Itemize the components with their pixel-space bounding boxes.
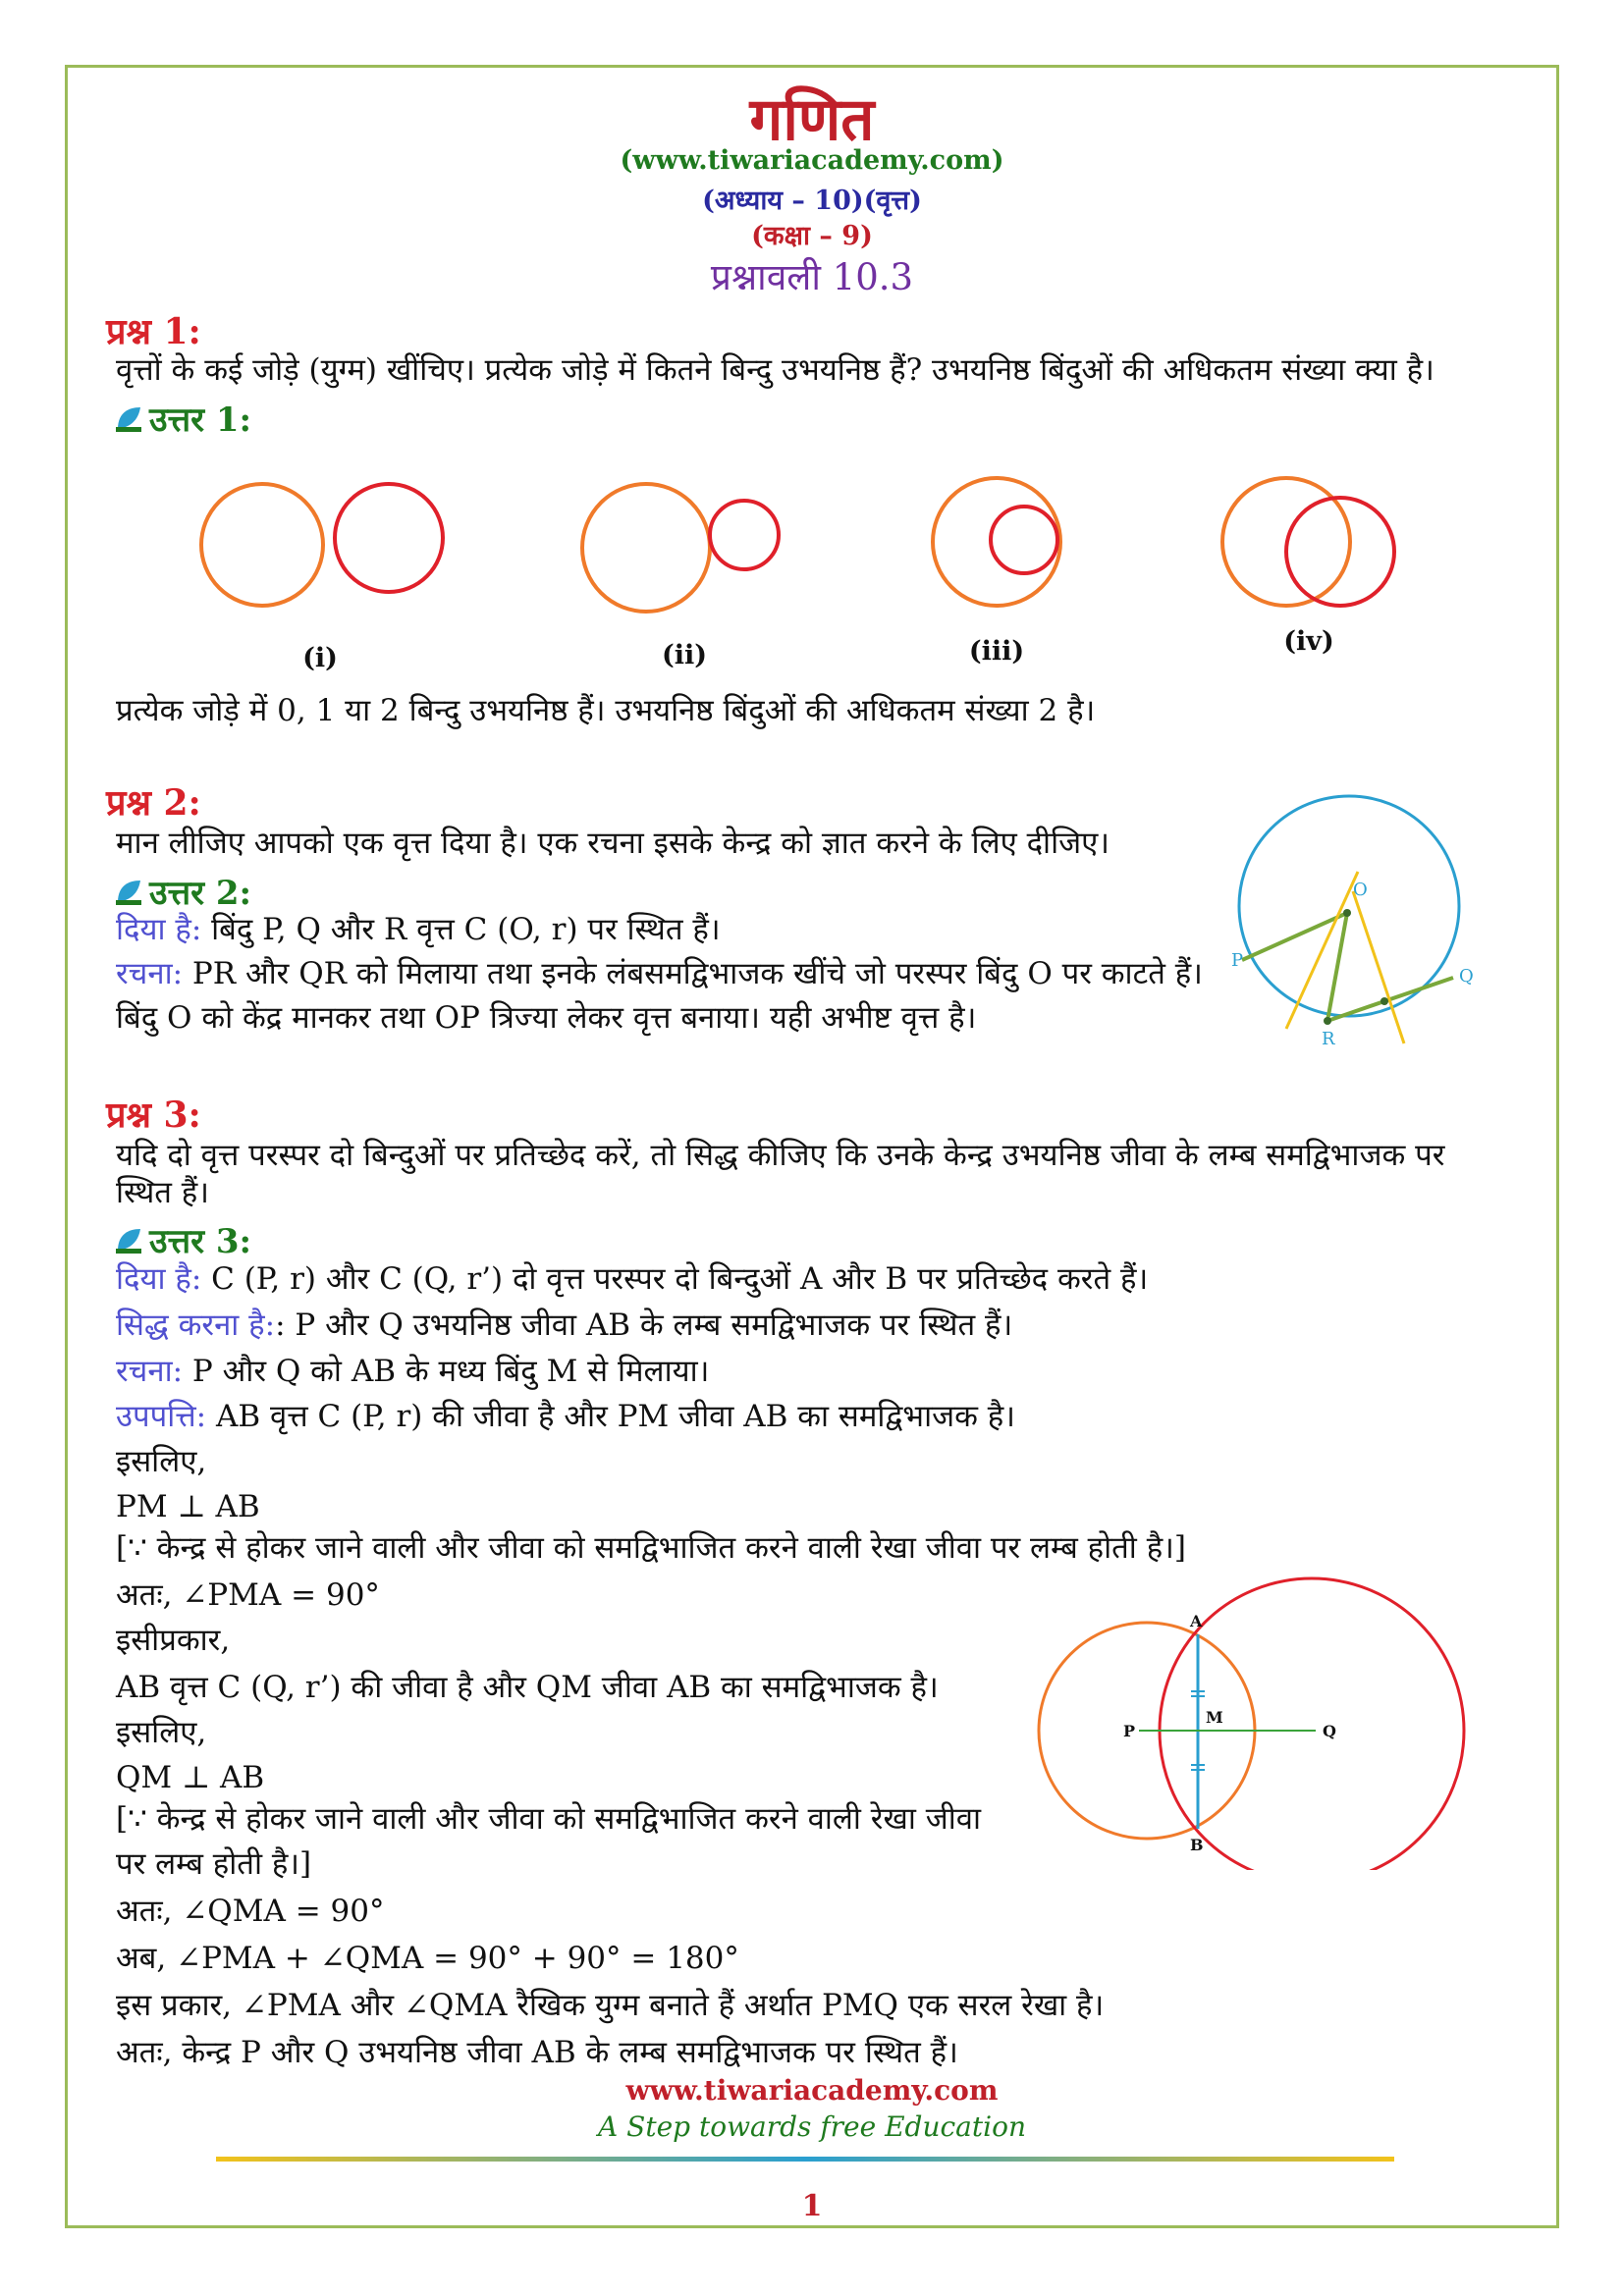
proof-line: इसलिए, <box>116 1444 207 1479</box>
proof-text: AB वृत्त C (P, r) की जीवा है और PM जीवा AB का समद्विभाजक है। <box>206 1399 1015 1434</box>
answer-2-label: उत्तर 2: <box>149 874 252 913</box>
answer-2-line3: बिंदु O को केंद्र मानकर तथा OP त्रिज्या लेकर वृत्त बनाया। यही अभीष्ट वृत्त है। <box>116 1000 977 1036</box>
leaf-logo-icon <box>114 877 143 906</box>
label-a: A <box>1190 1612 1203 1630</box>
chapter-label: (अध्याय – 10)(वृत्त) <box>702 186 922 216</box>
answer-1-text: प्रत्येक जोड़े में 0, 1 या 2 बिन्दु उभयनिष्ठ हैं। उभयनिष्ठ बिंदुओं की अधिकतम संख्या 2 है। <box>116 693 1096 728</box>
pair-ii-circle-b <box>710 501 779 569</box>
header-website: (www.tiwariacademy.com) <box>620 145 1004 176</box>
given-label: दिया है: <box>116 1261 202 1297</box>
answer-3-given <box>116 1260 1148 1299</box>
pair-ii-circle-a <box>582 484 710 612</box>
proof-line: अतः, ∠QMA = 90° <box>116 1894 385 1929</box>
footer-website[interactable]: www.tiwariacademy.com <box>625 2074 999 2107</box>
question-2-heading: प्रश्न 2: <box>106 782 201 824</box>
class-label: (कक्षा – 9) <box>751 221 873 251</box>
answer-2-heading <box>114 869 251 914</box>
question-2-text: मान लीजिए आपको एक वृत्त दिया है। एक रचना इसके केन्द्र को ज्ञात करने के लिए दीजिए। <box>116 826 1110 861</box>
proof-line: [∵ केन्द्र से होकर जाने वाली और जीवा को समद्विभाजित करने वाली रेखा जीवा <box>116 1801 982 1837</box>
leaf-logo-icon <box>114 403 143 433</box>
point-r <box>1324 1017 1331 1025</box>
question-1-text: वृत्तों के कई जोड़े (युग्म) खींचिए। प्रत्येक जोड़े में कितने बिन्दु उभयनिष्ठ हैं? उभयनिष्ठ बिंदुओं की अधिकतम संख्या क्या है। <box>116 352 1435 388</box>
proof-line: QM ⊥ AB <box>116 1760 265 1795</box>
label-p: P <box>1231 950 1244 971</box>
footer-divider <box>216 2155 1394 2164</box>
pair-iv-circle-b <box>1286 498 1394 606</box>
label-o: O <box>1353 880 1368 900</box>
label-q: Q <box>1323 1722 1336 1740</box>
proof-line: अतः, केन्द्र P और Q उभयनिष्ठ जीवा AB के लम्ब समद्विभाजक पर स्थित हैं। <box>116 2035 958 2070</box>
label-b: B <box>1190 1836 1204 1854</box>
figure-label-ii: (ii) <box>661 640 708 670</box>
proof-line: पर लम्ब होती है।] <box>116 1846 312 1882</box>
figure-label-iii: (iii) <box>968 636 1025 667</box>
given-text: बिंदु P, Q और R वृत्त C (O, r) पर स्थित हैं। <box>201 912 721 947</box>
given-label: दिया है: <box>116 912 202 947</box>
given-text: C (P, r) और C (Q, r’) दो वृत्त परस्पर दो बिन्दुओं A और B पर प्रतिच्छेद करते हैं। <box>201 1261 1149 1297</box>
point-o <box>1343 909 1351 917</box>
proof-line: AB वृत्त C (Q, r’) की जीवा है और QM जीवा AB का समद्विभाजक है। <box>116 1670 939 1705</box>
footer-tagline: A Step towards free Education <box>598 2110 1026 2143</box>
answer-3-to-prove <box>116 1307 1012 1345</box>
given-circle <box>1239 796 1459 1016</box>
construction-text: PR और QR को मिलाया तथा इनके लंबसमद्विभाजक खींचे जो परस्पर बिंदु O पर काटते हैं। <box>183 956 1203 991</box>
answer-3-label: उत्तर 3: <box>149 1222 252 1261</box>
proof-line: इसलिए, <box>116 1715 207 1750</box>
bisector-qr <box>1353 891 1404 1043</box>
proof-line: अतः, ∠PMA = 90° <box>116 1577 380 1613</box>
pair-i-circle-b <box>335 484 443 592</box>
figure-label-i: (i) <box>302 643 338 673</box>
exercise-label: प्रश्नावली 10.3 <box>710 256 914 298</box>
label-m: M <box>1206 1708 1223 1727</box>
proof-line: इस प्रकार, ∠PMA और ∠QMA रैखिक युग्म बनाते हैं अर्थात PMQ एक सरल रेखा है। <box>116 1988 1105 2023</box>
proof-label: उपपत्ति: <box>116 1399 207 1434</box>
label-r: R <box>1322 1029 1335 1049</box>
intersecting-circles-figure <box>1031 1575 1483 1870</box>
question-3-text-2: स्थित हैं। <box>116 1175 210 1210</box>
construction-text: P और Q को AB के मध्य बिंदु M से मिलाया। <box>183 1354 710 1389</box>
page-number: 1 <box>801 2189 823 2223</box>
question-3-text-1: यदि दो वृत्त परस्पर दो बिन्दुओं पर प्रतिच्छेद करें, तो सिद्ध कीजिए कि उनके केन्द्र उभयनिष्ठ जीवा के लम्ब समद्विभाजक पर <box>116 1138 1445 1173</box>
proof-line: [∵ केन्द्र से होकर जाने वाली और जीवा को समद्विभाजित करने वाली रेखा जीवा पर लम्ब होती है।] <box>116 1530 1186 1566</box>
answer-2-given <box>116 911 721 949</box>
proof-line: अब, ∠PMA + ∠QMA = 90° + 90° = 180° <box>116 1941 739 1976</box>
construction-label: रचना: <box>116 1354 184 1389</box>
prove-label: सिद्ध करना है: <box>116 1308 276 1343</box>
label-p: P <box>1123 1722 1136 1740</box>
answer-3-proof <box>116 1398 1015 1436</box>
prove-text: : P और Q उभयनिष्ठ जीवा AB के लम्ब समद्विभाजक पर स्थित हैं। <box>275 1308 1013 1343</box>
proof-line: PM ⊥ AB <box>116 1489 260 1524</box>
answer-2-construction <box>116 955 1203 993</box>
answer-1-label: उत्तर 1: <box>149 400 252 440</box>
bisector-pr <box>1286 872 1358 1029</box>
circle-center-figure <box>1227 793 1483 1058</box>
proof-line: इसीप्रकार, <box>116 1623 231 1658</box>
construction-label: रचना: <box>116 956 184 991</box>
point-mid <box>1380 997 1388 1005</box>
pair-i-circle-a <box>201 484 323 606</box>
pair-iii-circle-b <box>991 507 1057 573</box>
answer-1-heading <box>114 396 251 441</box>
answer-3-construction <box>116 1353 709 1391</box>
pair-iii-circle-a <box>933 478 1060 606</box>
question-1-heading: प्रश्न 1: <box>106 311 201 352</box>
leaf-logo-icon <box>114 1225 143 1255</box>
answer-3-heading <box>114 1217 251 1262</box>
page-title: गणित <box>749 85 875 154</box>
label-q: Q <box>1459 966 1474 987</box>
question-3-heading: प्रश्न 3: <box>106 1095 201 1136</box>
figure-label-iv: (iv) <box>1283 626 1334 657</box>
